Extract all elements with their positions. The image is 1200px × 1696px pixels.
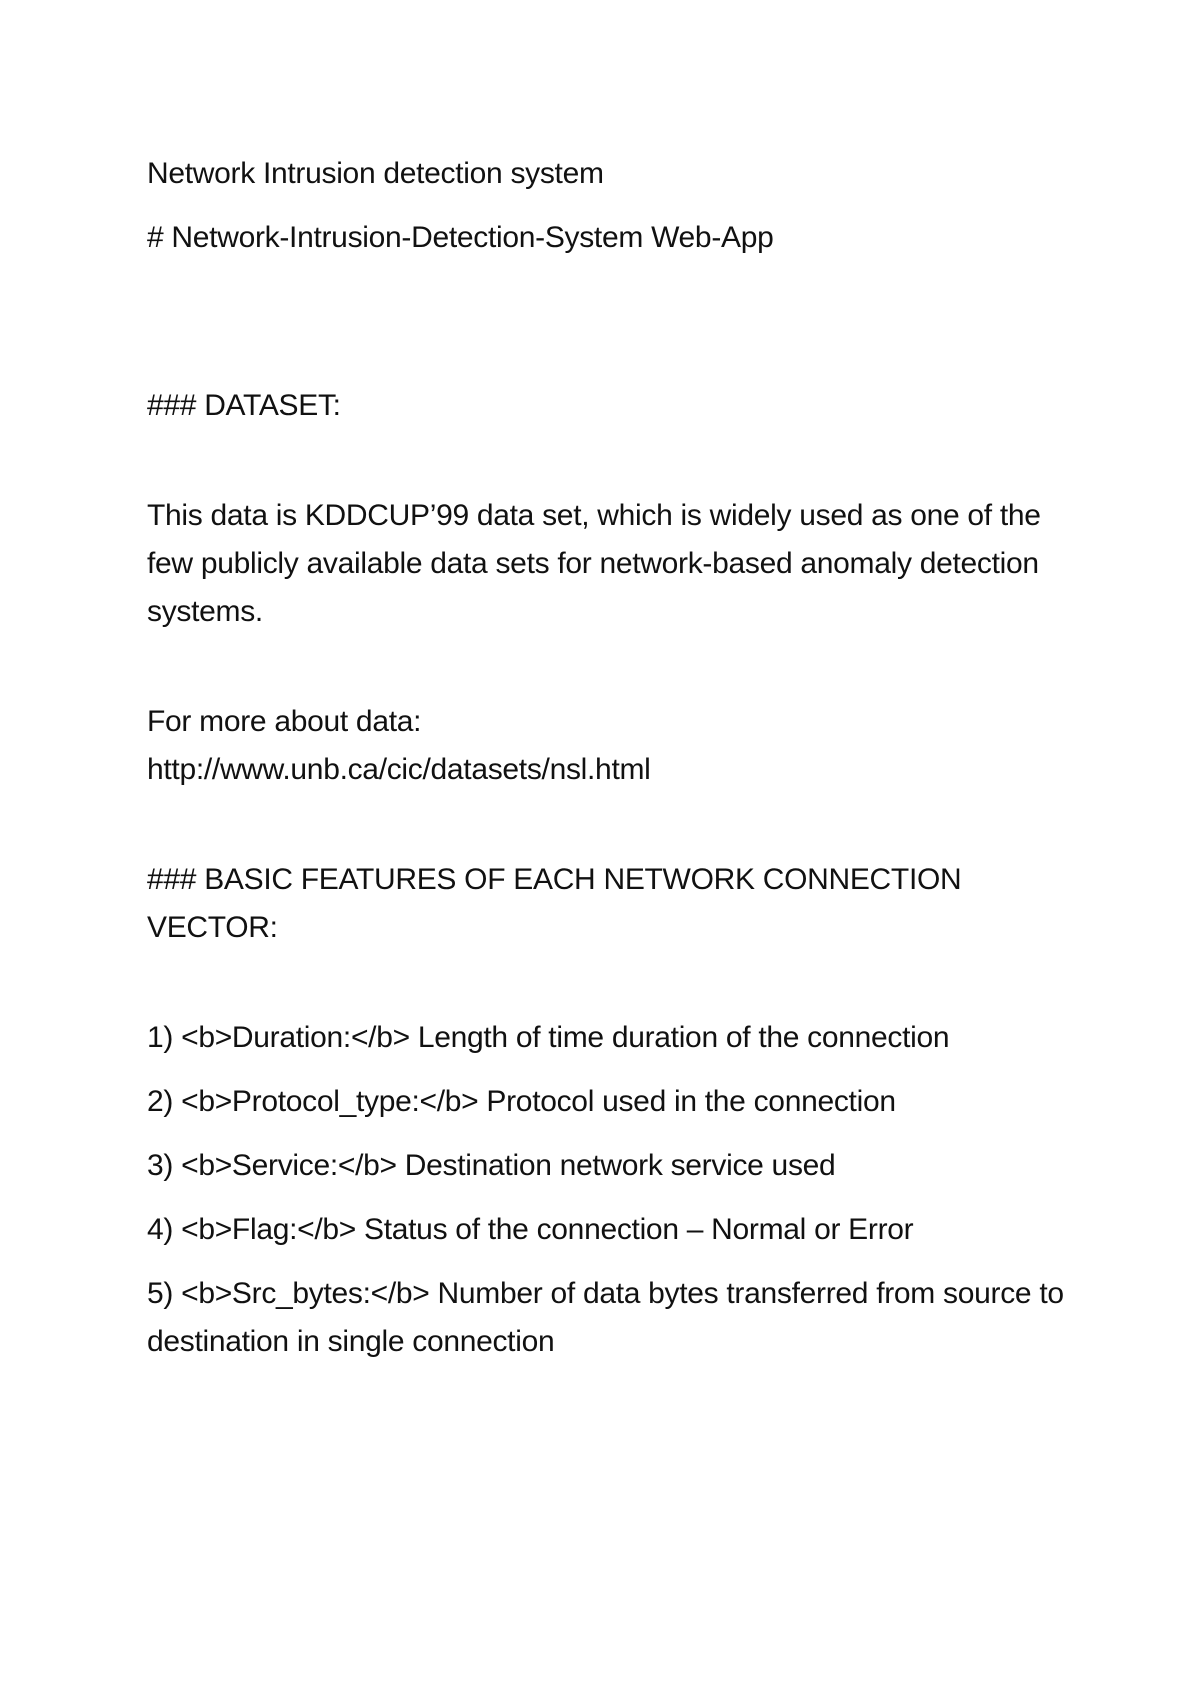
spacer [147, 262, 1067, 382]
feature-item-flag: 4) <b>Flag:</b> Status of the connection – Normal or Error [147, 1213, 914, 1246]
feature-item-src-bytes: 5) <b>Src_bytes:</b> Number of data bytes transferred from source to destination in single connection [147, 1277, 1064, 1358]
spacer [147, 430, 1067, 492]
spacer [147, 636, 1067, 698]
feature-item-service: 3) <b>Service:</b> Destination network service used [147, 1149, 836, 1182]
feature-item-duration: 1) <b>Duration:</b> Length of time duration of the connection [147, 1021, 950, 1054]
spacer [147, 794, 1067, 856]
dataset-paragraph: This data is KDDCUP’99 data set, which is widely used as one of the few publicly available data sets for network-based anomaly detection systems. [147, 499, 1041, 628]
main-heading: # Network-Intrusion-Detection-System Web-App [147, 221, 774, 254]
document-title: Network Intrusion detection system [147, 157, 604, 190]
document-body [147, 150, 1067, 1382]
more-about-label: For more about data: [147, 705, 422, 738]
features-heading: ### BASIC FEATURES OF EACH NETWORK CONNECTION VECTOR: [147, 863, 962, 944]
dataset-url-link[interactable]: http://www.unb.ca/cic/datasets/nsl.html [147, 753, 651, 786]
spacer [147, 952, 1067, 1014]
feature-item-protocol-type: 2) <b>Protocol_type:</b> Protocol used in the connection [147, 1085, 896, 1118]
dataset-heading: ### DATASET: [147, 389, 341, 422]
spacer [147, 198, 1067, 214]
